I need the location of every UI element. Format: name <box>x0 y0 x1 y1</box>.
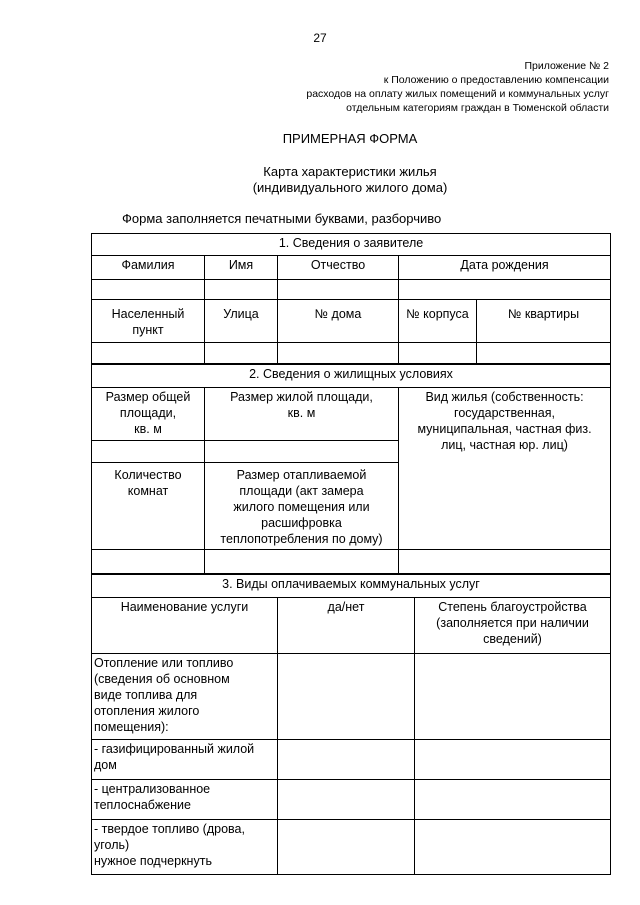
fill-instruction: Форма заполняется печатными буквами, разборчиво <box>122 211 442 226</box>
service-line: уголь) <box>94 838 130 852</box>
apartment-header: № квартиры <box>477 300 611 343</box>
appendix-line: расходов на оплату жилых помещений и коммунальных услуг <box>306 88 609 100</box>
card-title-line: Карта характеристики жилья <box>263 164 437 179</box>
page-number: 27 <box>313 31 327 45</box>
service-line: помещения): <box>94 720 169 734</box>
total-area-header <box>92 388 205 441</box>
house-header: № дома <box>278 300 399 343</box>
service-heating-label <box>92 654 278 740</box>
total-area-line: кв. м <box>134 422 162 436</box>
comfort-level-line: (заполняется при наличии <box>436 616 589 630</box>
patronymic-field[interactable] <box>278 280 399 300</box>
locality-label-line: пункт <box>132 323 164 337</box>
street-field[interactable] <box>205 343 278 364</box>
appendix-line: Приложение № 2 <box>524 60 609 72</box>
section-3-title: 3. Виды оплачиваемых коммунальных услуг <box>92 575 611 598</box>
service-line: - централизованное <box>94 782 211 796</box>
total-area-line: площади, <box>119 406 177 420</box>
birth-date-field[interactable] <box>399 280 611 300</box>
building-field[interactable] <box>399 343 477 364</box>
name-header: Имя <box>205 256 278 280</box>
locality-header <box>92 300 205 343</box>
rooms-field[interactable] <box>92 550 205 574</box>
yes-no-header: да/нет <box>278 598 415 654</box>
central-heating-comfort-field[interactable] <box>415 780 611 820</box>
total-area-field[interactable] <box>92 441 205 463</box>
rooms-line: Количество <box>114 468 182 482</box>
living-area-line: кв. м <box>287 406 316 420</box>
service-gas-label <box>92 740 278 780</box>
ownership-type-line: лиц, частная юр. лиц) <box>441 438 568 452</box>
service-line: (сведения об основном <box>94 672 230 686</box>
service-line: виде топлива для <box>94 688 198 702</box>
heated-area-header <box>205 463 399 550</box>
housing-table <box>91 364 611 574</box>
form-kind-title: ПРИМЕРНАЯ ФОРМА <box>282 131 418 146</box>
house-field[interactable] <box>278 343 399 364</box>
heated-area-line: расшифровка <box>261 516 342 530</box>
appendix-line: отдельным категориям граждан в Тюменской области <box>346 102 609 114</box>
locality-field[interactable] <box>92 343 205 364</box>
comfort-level-line: Степень благоустройства <box>438 600 587 614</box>
service-line: теплоснабжение <box>94 798 191 812</box>
appendix-line: к Положению о предоставлению компенсации <box>383 74 609 86</box>
patronymic-header: Отчество <box>278 256 399 280</box>
service-line: отопления жилого <box>94 704 200 718</box>
service-line: нужное подчеркнуть <box>94 854 212 868</box>
service-name-header: Наименование услуги <box>92 598 278 654</box>
central-heating-yes-no-field[interactable] <box>278 780 415 820</box>
name-field[interactable] <box>205 280 278 300</box>
rooms-header <box>92 463 205 550</box>
service-line: - газифицированный жилой <box>94 742 255 756</box>
street-header: Улица <box>205 300 278 343</box>
heated-area-line: площади (акт замера <box>239 484 364 498</box>
comfort-level-line: сведений) <box>483 632 542 646</box>
service-central-heating-label <box>92 780 278 820</box>
ownership-type-header <box>399 388 611 550</box>
surname-field[interactable] <box>92 280 205 300</box>
living-area-field[interactable] <box>205 441 399 463</box>
gas-comfort-field[interactable] <box>415 740 611 780</box>
ownership-type-line: муниципальная, частная физ. <box>417 422 592 436</box>
solid-fuel-comfort-field[interactable] <box>415 820 611 875</box>
service-line: дом <box>94 758 117 772</box>
ownership-type-field[interactable] <box>399 550 611 574</box>
service-line: - твердое топливо (дрова, <box>94 822 245 836</box>
solid-fuel-yes-no-field[interactable] <box>278 820 415 875</box>
section-1-title: 1. Сведения о заявителе <box>92 234 611 256</box>
service-line: Отопление или топливо <box>94 656 234 670</box>
heated-area-line: жилого помещения или <box>233 500 370 514</box>
section-2-title: 2. Сведения о жилищных условиях <box>92 365 611 388</box>
card-title-line: (индивидуального жилого дома) <box>252 180 448 195</box>
heated-area-line: Размер отапливаемой <box>236 468 367 482</box>
card-title <box>0 164 640 196</box>
heating-yes-no-field[interactable] <box>278 654 415 740</box>
heated-area-field[interactable] <box>205 550 399 574</box>
ownership-type-line: государственная, <box>454 406 555 420</box>
ownership-type-line: Вид жилья (собственность: <box>425 390 584 404</box>
total-area-line: Размер общей <box>105 390 191 404</box>
building-header: № корпуса <box>399 300 477 343</box>
utilities-table <box>91 574 611 875</box>
applicant-table <box>91 233 611 364</box>
gas-yes-no-field[interactable] <box>278 740 415 780</box>
heated-area-line: теплопотребления по дому) <box>220 532 383 546</box>
service-solid-fuel-label <box>92 820 278 875</box>
apartment-field[interactable] <box>477 343 611 364</box>
birth-date-header: Дата рождения <box>399 256 611 280</box>
living-area-header <box>205 388 399 441</box>
locality-label-line: Населенный <box>111 307 185 321</box>
appendix-header <box>306 59 609 115</box>
surname-header: Фамилия <box>92 256 205 280</box>
living-area-line: Размер жилой площади, <box>230 390 373 404</box>
comfort-level-header <box>415 598 611 654</box>
rooms-line: комнат <box>127 484 169 498</box>
heating-comfort-field[interactable] <box>415 654 611 740</box>
